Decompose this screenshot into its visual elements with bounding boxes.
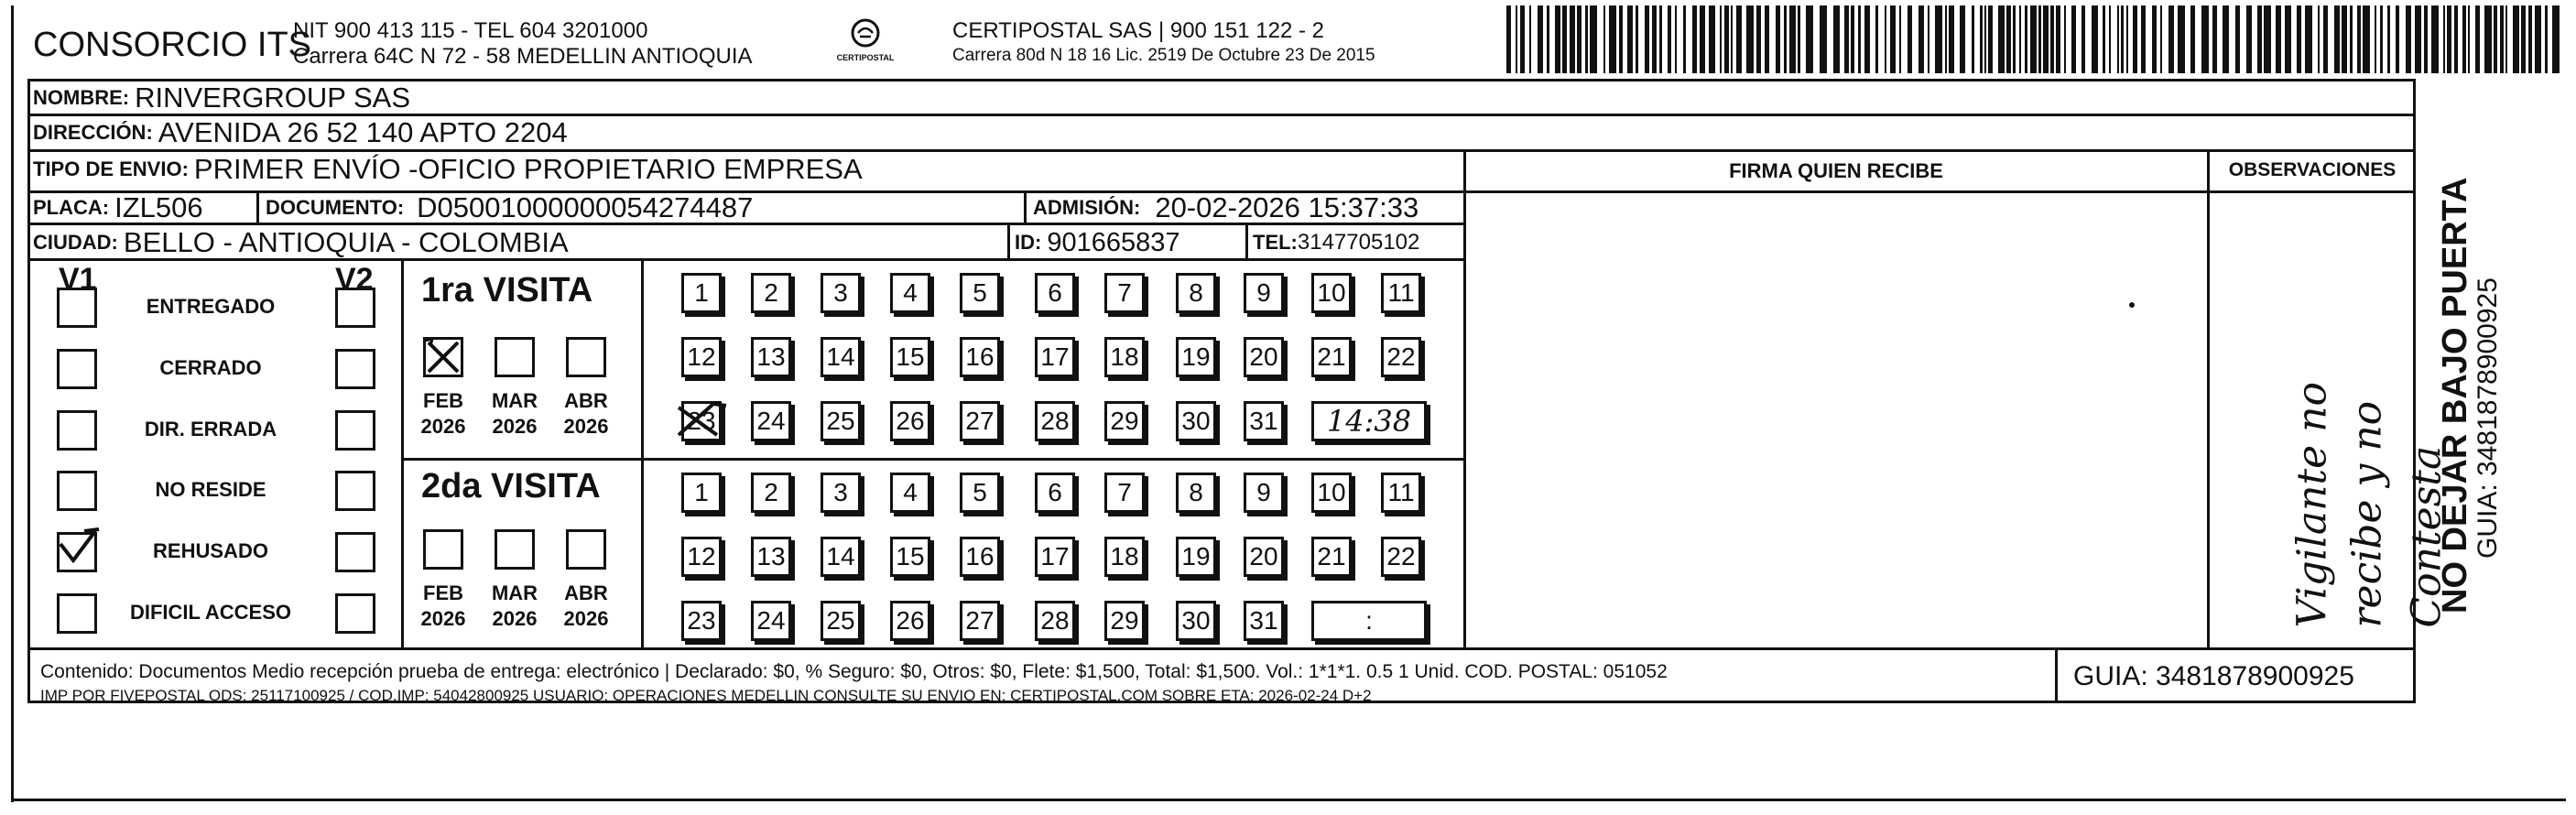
barcode-bar	[2387, 5, 2390, 73]
barcode-bar	[2396, 5, 2399, 73]
v2-checkbox[interactable]	[335, 410, 375, 451]
v2-checkbox[interactable]	[335, 471, 375, 511]
visit2-day[interactable]: 17	[1035, 537, 1075, 577]
company-nit: NIT 900 413 115 - TEL 604 3201000	[293, 18, 648, 43]
status-label-4: REHUSADO	[153, 539, 268, 562]
barcode-bar	[2103, 5, 2105, 73]
barcode-bar	[1798, 5, 1800, 73]
barcode-bar	[2246, 5, 2252, 73]
barcode-bar	[1833, 5, 1840, 73]
visit1-day[interactable]: 17	[1035, 337, 1075, 377]
barcode-bar	[2462, 5, 2466, 73]
id-label: ID:	[1015, 231, 1042, 254]
barcode-bar	[2363, 5, 2370, 73]
barcode-bar	[2350, 5, 2353, 73]
v1-checkbox[interactable]	[57, 410, 97, 451]
visit1-day[interactable]: 30	[1176, 401, 1216, 441]
visit2-day[interactable]: 12	[681, 537, 722, 577]
barcode-bar	[2447, 5, 2451, 73]
barcode-bar	[2454, 5, 2458, 73]
barcode-bar	[2126, 5, 2128, 73]
barcode-bar	[2513, 5, 2519, 73]
barcode-bar	[1645, 5, 1649, 73]
visit2-month-year: 2026	[492, 607, 538, 630]
barcode-bar	[2030, 5, 2037, 73]
barcode-bar	[2264, 5, 2271, 73]
visit2-day[interactable]: 28	[1035, 601, 1075, 641]
visit2-day[interactable]: 16	[960, 537, 1000, 577]
field-direccion	[33, 117, 568, 148]
barcode-bar	[1935, 5, 1942, 73]
barcode-bar	[1516, 5, 1517, 73]
barcode-bar	[1885, 5, 1886, 73]
barcode-bar	[2201, 5, 2209, 73]
observation-handwriting	[2225, 266, 2451, 632]
barcode-bar	[2545, 5, 2548, 73]
id-value: 901665837	[1047, 227, 1180, 257]
field-documento	[266, 192, 753, 223]
field-ciudad	[33, 227, 569, 258]
barcode-bar	[1636, 5, 1638, 73]
barcode-bar	[1984, 5, 1986, 73]
company-name: CONSORCIO ITS	[33, 26, 312, 64]
barcode-bar	[1736, 5, 1742, 73]
barcode-bar	[1875, 5, 1878, 73]
barcode-bar	[2109, 5, 2111, 73]
barcode-bar	[1675, 5, 1677, 73]
visit1-day[interactable]: 19	[1176, 337, 1216, 377]
barcode-bar	[2380, 5, 2383, 73]
ciudad-label: CIUDAD:	[33, 231, 118, 254]
barcode-bar	[1555, 5, 1560, 73]
observation-line-2: recibe y no	[2343, 400, 2391, 628]
barcode-bar	[2178, 5, 2185, 73]
barcode-bar	[1851, 5, 1854, 73]
barcode-bar	[1980, 5, 1983, 73]
visit2-day[interactable]: 27	[960, 601, 1000, 641]
barcode-bar	[1529, 5, 1531, 73]
barcode-bar	[1776, 5, 1780, 73]
admision-label: ADMISIÓN:	[1033, 196, 1141, 219]
barcode-bar	[1756, 5, 1761, 73]
visit1-title: 1ra VISITA	[421, 271, 593, 310]
barcode-bar	[2521, 5, 2526, 73]
field-tel	[1253, 227, 1419, 258]
barcode-bar	[2071, 5, 2076, 73]
visit1-day[interactable]: 9	[1244, 273, 1284, 313]
footer-contenido: Contenido: Documentos Medio recepción prueba de entrega: electrónico | Declarado: $0, % Seguro: $0, Otros: $0, Flete: $1,500, Total: $1,500. Vol.: 1*1*1. 0.5 1 Unid. COD. POSTAL: 051052	[40, 661, 1668, 682]
barcode-bar	[2064, 5, 2066, 73]
barcode-bar	[2235, 5, 2240, 73]
firma-dot	[2129, 302, 2135, 308]
visit1-month-checkbox[interactable]	[423, 337, 463, 377]
barcode-bar	[1918, 5, 1924, 73]
barcode-bar	[2223, 5, 2229, 73]
status-label-2: DIR. ERRADA	[144, 418, 277, 440]
visit2-day[interactable]: 4	[890, 473, 930, 513]
barcode-bar	[2375, 5, 2376, 73]
barcode-bar	[2141, 5, 2146, 73]
v2-label: V2	[335, 262, 374, 297]
barcode-bar	[2285, 5, 2291, 73]
company-address: Carrera 64C N 72 - 58 MEDELLIN ANTIOQUIA	[293, 44, 753, 69]
visit1-day[interactable]: 4	[890, 273, 930, 313]
visit1-day[interactable]: 25	[821, 401, 861, 441]
visit2-day[interactable]: 7	[1104, 473, 1145, 513]
visit2-month-checkbox[interactable]	[423, 529, 463, 570]
tipo-value: PRIMER ENVÍO -OFICIO PROPIETARIO EMPRESA	[193, 153, 863, 185]
barcode-bar	[1659, 5, 1662, 73]
visit1-day[interactable]: 31	[1244, 401, 1284, 441]
visit2-day[interactable]: 9	[1244, 473, 1284, 513]
field-admision	[1033, 192, 1418, 223]
status-label-5: DIFICIL ACCESO	[129, 601, 291, 624]
footer-imp: IMP POR FIVEPOSTAL ODS: 25117100925 / COD.IMP: 54042800925 USUARIO: OPERACIONES MEDELLIN CONSULTE SU ENVIO EN: CERTIPOSTAL.COM SOBRE ETA: 2026-02-24 D+2	[40, 687, 1372, 704]
v1-checkbox[interactable]	[57, 471, 97, 511]
visit1-day[interactable]: 5	[960, 273, 1000, 313]
barcode-bar	[2050, 5, 2054, 73]
barcode-bar	[1724, 5, 1729, 73]
visit1-month-checkbox[interactable]	[495, 337, 535, 377]
visit2-day[interactable]: 30	[1176, 601, 1216, 641]
status-label-1: CERRADO	[159, 356, 262, 379]
barcode-bar	[1562, 5, 1567, 73]
side-guia: GUIA: 3481878900925	[2473, 277, 2503, 559]
barcode-bar	[1864, 5, 1870, 73]
visit2-day[interactable]: 10	[1311, 473, 1352, 513]
logo-text: CERTIPOSTAL	[836, 53, 895, 62]
visit1-month-checkbox[interactable]	[566, 337, 606, 377]
visit2-month-checkbox[interactable]	[495, 529, 535, 570]
barcode-bar	[2019, 5, 2021, 73]
barcode-bar	[2323, 5, 2328, 73]
barcode-bar	[2552, 5, 2560, 73]
visit1-day[interactable]: 11	[1381, 273, 1421, 313]
barcode-bar	[1998, 5, 2005, 73]
direccion-label: DIRECCIÓN:	[33, 121, 153, 144]
status-label-3: NO RESIDE	[155, 478, 266, 501]
visit1-day[interactable]: 8	[1176, 273, 1216, 313]
barcode-bar	[1960, 5, 1965, 73]
barcode-bar	[1627, 5, 1633, 73]
barcode-bar	[1928, 5, 1929, 73]
field-placa	[33, 192, 203, 223]
visit2-day[interactable]: 15	[890, 537, 930, 577]
barcode-bar	[1720, 5, 1722, 73]
barcode-bar	[2415, 5, 2421, 73]
visit1-day[interactable]: 16	[960, 337, 1000, 377]
visit1-month-name: FEB	[423, 389, 463, 412]
visit1-day[interactable]: 7	[1104, 273, 1145, 313]
ciudad-value: BELLO - ANTIOQUIA - COLOMBIA	[123, 226, 569, 258]
barcode-bar	[1538, 5, 1543, 73]
barcode-bar	[1700, 5, 1705, 73]
barcode-bar	[2406, 5, 2411, 73]
visit1-day[interactable]: 6	[1035, 273, 1075, 313]
barcode-bar	[2424, 5, 2428, 73]
visit2-month-label	[559, 581, 614, 632]
observaciones-header: OBSERVACIONES	[2228, 159, 2397, 180]
barcode-bar	[1806, 5, 1813, 73]
visit2-day[interactable]: 26	[890, 601, 930, 641]
v2-checkbox[interactable]	[335, 593, 375, 634]
visit1-day[interactable]: 12	[681, 337, 722, 377]
marked-day-number: 23	[687, 407, 716, 435]
visit2-month-checkbox[interactable]	[566, 529, 606, 570]
barcode-bar	[1577, 5, 1581, 73]
field-id	[1015, 227, 1179, 258]
side-no-dejar: NO DEJAR BAJO PUERTA	[2436, 177, 2474, 614]
visit1-month-year: 2026	[492, 415, 538, 438]
visit1-month-label	[416, 388, 471, 440]
barcode-bar	[2305, 5, 2312, 73]
visit1-month-name: MAR	[491, 389, 538, 412]
visit1-day[interactable]: 14	[821, 337, 861, 377]
barcode-bar	[1609, 5, 1616, 73]
barcode-bar	[2528, 5, 2532, 73]
visit2-day[interactable]: 11	[1381, 473, 1421, 513]
visit2-day[interactable]: 5	[960, 473, 1000, 513]
visit2-month-label	[416, 581, 471, 632]
visit1-day[interactable]: 3	[821, 273, 861, 313]
visit2-day[interactable]: 20	[1244, 537, 1284, 577]
field-nombre	[33, 82, 410, 114]
barcode-bar	[2117, 5, 2119, 73]
barcode-bar	[1709, 5, 1715, 73]
barcode-bar	[1590, 5, 1597, 73]
visit1-day[interactable]: 1	[681, 273, 722, 313]
visit1-day[interactable]: 21	[1311, 337, 1352, 377]
visit2-day[interactable]: 1	[681, 473, 722, 513]
barcode-bar	[2092, 5, 2098, 73]
nombre-value: RINVERGROUP SAS	[135, 82, 410, 114]
barcode-bar	[1784, 5, 1787, 73]
barcode-bar	[1731, 5, 1733, 73]
barcode-bar	[1789, 5, 1796, 73]
visit2-time-box[interactable]: :	[1311, 601, 1427, 641]
placa-value: IZL506	[114, 191, 203, 223]
v2-checkbox[interactable]	[335, 349, 375, 389]
v1-label: V1	[59, 262, 97, 297]
observation-line-1: Vigilante no	[2288, 382, 2336, 628]
visit1-day[interactable]: 18	[1104, 337, 1145, 377]
barcode-bar	[2500, 5, 2504, 73]
visit1-day[interactable]: 22	[1381, 337, 1421, 377]
v1-checkbox[interactable]	[57, 532, 97, 572]
barcode-bar	[2160, 5, 2162, 73]
barcode-bar	[1585, 5, 1588, 73]
visit1-day[interactable]: 20	[1244, 337, 1284, 377]
nombre-label: NOMBRE:	[33, 86, 130, 109]
barcode-bar	[1890, 5, 1896, 73]
barcode-bar	[2190, 5, 2195, 73]
barcode-bar	[1506, 5, 1511, 73]
visit1-month-year: 2026	[420, 415, 466, 438]
field-tipo	[33, 154, 863, 185]
barcode-bar	[1765, 5, 1769, 73]
admision-value: 20-02-2026 15:37:33	[1155, 191, 1419, 223]
visit2-month-name: FEB	[423, 581, 463, 604]
visit2-day[interactable]: 19	[1176, 537, 1216, 577]
visit1-day[interactable]: 28	[1035, 401, 1075, 441]
barcode-bar	[2342, 5, 2347, 73]
barcode-bar	[1619, 5, 1623, 73]
certipostal-line1: CERTIPOSTAL SAS | 900 151 122 - 2	[952, 18, 1324, 43]
visit1-day[interactable]: 24	[751, 401, 791, 441]
barcode-bar	[2318, 5, 2320, 73]
visit2-day[interactable]: 18	[1104, 537, 1145, 577]
visit1-day[interactable]: 27	[960, 401, 1000, 441]
tipo-label: TIPO DE ENVIO:	[33, 158, 189, 180]
visit1-day[interactable]: 29	[1104, 401, 1145, 441]
barcode-bar	[2006, 5, 2011, 73]
footer-guia: GUIA: 3481878900925	[2073, 661, 2354, 691]
barcode-bar	[2043, 5, 2049, 73]
visit2-month-label	[487, 581, 542, 632]
tel-label: TEL:	[1253, 231, 1298, 254]
visit2-month-name: ABR	[564, 581, 608, 604]
visit1-time-box[interactable]: 14:38	[1311, 401, 1427, 441]
visit2-day[interactable]: 29	[1104, 601, 1145, 641]
barcode-bar	[2297, 5, 2301, 73]
v2-checkbox[interactable]	[335, 532, 375, 572]
barcode-bar	[2025, 5, 2027, 73]
barcode-bar	[2334, 5, 2340, 73]
barcode-bar	[1949, 5, 1954, 73]
barcode-bar	[1844, 5, 1849, 73]
visit2-day[interactable]: 25	[821, 601, 861, 641]
visit2-title: 2da VISITA	[421, 467, 601, 505]
barcode-bar	[1683, 5, 1686, 73]
direccion-value: AVENIDA 26 52 140 APTO 2204	[158, 116, 568, 148]
barcode-bar	[1570, 5, 1575, 73]
v1-checkbox[interactable]	[57, 288, 97, 328]
barcode-bar	[1547, 5, 1549, 73]
documento-label: DOCUMENTO:	[266, 196, 405, 219]
status-label-0: ENTREGADO	[146, 295, 276, 318]
barcode-bar	[2038, 5, 2041, 73]
visit2-day[interactable]: 31	[1244, 601, 1284, 641]
barcode-bar	[1692, 5, 1697, 73]
barcode-bar	[2431, 5, 2439, 73]
documento-value: D05001000000054274487	[417, 191, 754, 223]
tel-value: 3147705102	[1297, 230, 1420, 255]
v2-checkbox[interactable]	[335, 288, 375, 328]
visit2-day[interactable]: 23	[681, 601, 722, 641]
barcode-bar	[2357, 5, 2361, 73]
visit2-day[interactable]: 2	[751, 473, 791, 513]
placa-label: PLACA:	[33, 196, 110, 219]
barcode-bar	[2133, 5, 2137, 73]
barcode-bar	[2484, 5, 2492, 73]
barcode-bar	[1668, 5, 1671, 73]
barcode-bar	[2494, 5, 2497, 73]
visit2-month-year: 2026	[563, 607, 609, 630]
visit1-day[interactable]: 2	[751, 273, 791, 313]
visit1-month-label	[487, 388, 542, 440]
certipostal-logo	[829, 15, 902, 70]
barcode	[1506, 5, 2560, 73]
barcode-bar	[2276, 5, 2281, 73]
barcode-bar	[1988, 5, 1993, 73]
barcode-bar	[1945, 5, 1947, 73]
visit1-day[interactable]	[681, 401, 722, 441]
visit1-day[interactable]: 13	[751, 337, 791, 377]
barcode-bar	[2081, 5, 2085, 73]
visit1-day[interactable]: 15	[890, 337, 930, 377]
visit2-day[interactable]: 3	[821, 473, 861, 513]
visit2-day[interactable]: 24	[751, 601, 791, 641]
barcode-bar	[1652, 5, 1657, 73]
barcode-bar	[1858, 5, 1861, 73]
barcode-bar	[2257, 5, 2262, 73]
visit1-month-name: ABR	[564, 389, 608, 412]
v1-checkbox[interactable]	[57, 349, 97, 389]
visit2-day[interactable]: 14	[821, 537, 861, 577]
visit2-month-name: MAR	[491, 581, 538, 604]
barcode-bar	[1520, 5, 1525, 73]
barcode-bar	[2475, 5, 2480, 73]
barcode-bar	[2212, 5, 2217, 73]
barcode-bar	[2168, 5, 2174, 73]
barcode-bar	[2535, 5, 2541, 73]
barcode-bar	[2013, 5, 2016, 73]
visit1-month-label	[559, 388, 614, 440]
visit1-day[interactable]: 10	[1311, 273, 1352, 313]
visit2-month-year: 2026	[420, 607, 466, 630]
visit2-day[interactable]: 13	[751, 537, 791, 577]
barcode-bar	[1899, 5, 1901, 73]
barcode-bar	[1746, 5, 1754, 73]
visit1-day[interactable]: 26	[890, 401, 930, 441]
v1-checkbox[interactable]	[57, 593, 97, 634]
visit2-day[interactable]: 8	[1176, 473, 1216, 513]
barcode-bar	[2443, 5, 2445, 73]
barcode-bar	[1972, 5, 1974, 73]
barcode-bar	[2468, 5, 2470, 73]
barcode-bar	[2152, 5, 2157, 73]
barcode-bar	[1908, 5, 1912, 73]
visit1-month-year: 2026	[563, 415, 609, 438]
barcode-bar	[2505, 5, 2507, 73]
visit2-day[interactable]: 6	[1035, 473, 1075, 513]
firma-header: FIRMA QUIEN RECIBE	[1729, 159, 1943, 182]
certipostal-line2: Carrera 80d N 18 16 Lic. 2519 De Octubre 23 De 2015	[952, 46, 1375, 65]
barcode-bar	[1603, 5, 1605, 73]
observation-line-3: Contesta	[2403, 445, 2451, 628]
barcode-bar	[2056, 5, 2060, 73]
visit2-day[interactable]: 22	[1381, 537, 1421, 577]
barcode-bar	[2121, 5, 2124, 73]
visit2-day[interactable]: 21	[1311, 537, 1352, 577]
barcode-bar	[1820, 5, 1827, 73]
